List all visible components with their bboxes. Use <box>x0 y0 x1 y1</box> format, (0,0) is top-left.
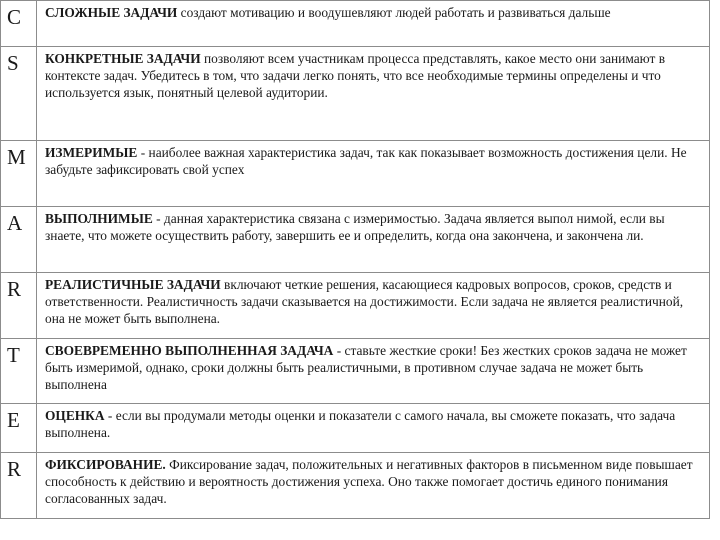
table-row <box>1 141 710 207</box>
table-row <box>1 453 710 519</box>
row-description <box>37 141 710 207</box>
table-row <box>1 339 710 404</box>
row-letter: E <box>1 404 37 453</box>
table-row <box>1 207 710 273</box>
row-term: ФИКСИРОВАНИЕ. <box>45 457 166 472</box>
row-description <box>37 207 710 273</box>
table-row <box>1 47 710 141</box>
row-description <box>37 47 710 141</box>
row-letter: T <box>1 339 37 404</box>
row-text: создают мотивацию и воодушевляют людей работать и развиваться дальше <box>177 5 611 20</box>
row-term: СЛОЖНЫЕ ЗАДАЧИ <box>45 5 178 20</box>
row-letter: A <box>1 207 37 273</box>
row-letter: R <box>1 273 37 339</box>
row-letter: M <box>1 141 37 207</box>
row-term: СВОЕВРЕМЕННО ВЫПОЛНЕННАЯ ЗАДАЧА <box>45 343 334 358</box>
row-letter: S <box>1 47 37 141</box>
row-text: Фиксирование задач, положительных и негативных факторов в письменном виде повышает способность к действию и вероятность достижения успеха. Оно также помогает достичь единого понимания согласованных задач. <box>45 457 693 506</box>
row-description <box>37 453 710 519</box>
row-text: - если вы продумали методы оценки и показатели с самого начала, вы сможете показать, что задача выполнена. <box>45 408 676 440</box>
row-term: ИЗМЕРИМЫЕ <box>45 145 138 160</box>
row-description <box>37 339 710 404</box>
row-text: включают четкие решения, касающиеся кадровых вопросов, сроков, средств и ответственности. Реалистичность задачи сказывается на достижимости. Если задача не является реалистичной, она не может быть выполнена. <box>45 277 684 326</box>
table-row <box>1 273 710 339</box>
row-letter: С <box>1 1 37 47</box>
table-row <box>1 1 710 47</box>
row-text: - данная характеристика связана с измеримостью. Задача является выпол нимой, если вы знаете, что можете осуществить работу, завершить ее и определить, когда она закончена, и закончена ли. <box>45 211 665 243</box>
row-term: ОЦЕНКА <box>45 408 105 423</box>
row-term: КОНКРЕТНЫЕ ЗАДАЧИ <box>45 51 201 66</box>
row-term: РЕАЛИСТИЧНЫЕ ЗАДАЧИ <box>45 277 221 292</box>
row-description <box>37 404 710 453</box>
row-term: ВЫПОЛНИМЫЕ <box>45 211 153 226</box>
table-row <box>1 404 710 453</box>
row-text: - ставьте жесткие сроки! Без жестких сроков задача не может быть измеримой, однако, сроки должны быть реалистичными, в противном случае задача не может быть выполнена <box>45 343 687 392</box>
row-description <box>37 1 710 47</box>
row-description <box>37 273 710 339</box>
row-text: - наиболее важная характеристика задач, так как показывает возможность достижения цели. Не забудьте зафиксировать свой успех <box>45 145 687 177</box>
row-text: позволяют всем участникам процесса представлять, какое место они занимают в контексте задач. Убедитесь в том, что задачи легко понять, что все необходимые термины определены и что используется язык, понятный целевой аудитории. <box>45 51 666 100</box>
row-letter: R <box>1 453 37 519</box>
